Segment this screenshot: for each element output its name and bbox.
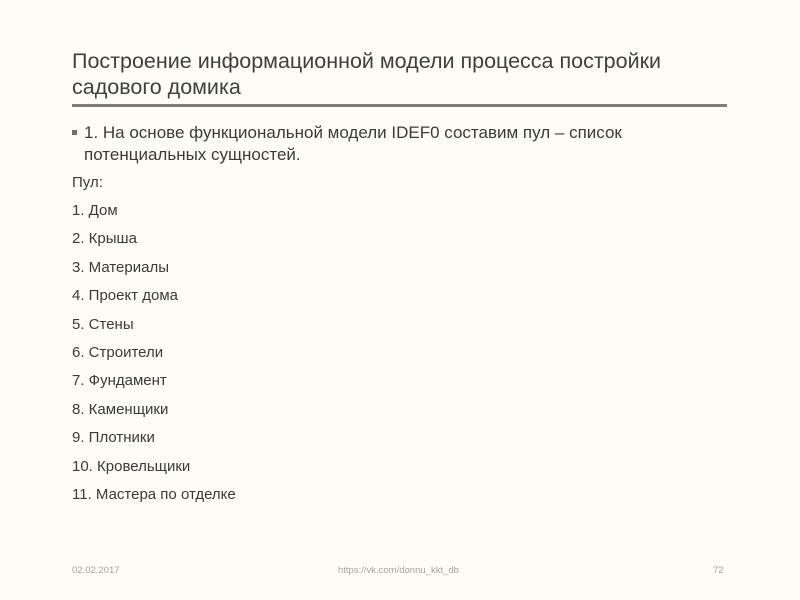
list-item: 7. Фундамент	[72, 372, 167, 390]
list-item: 11. Мастера по отделке	[72, 485, 236, 503]
list-item: 9. Плотники	[72, 429, 155, 447]
pool-label: Пул:	[72, 174, 103, 191]
footer-page-number: 72	[713, 565, 724, 576]
title-divider	[72, 104, 727, 107]
list-item: 2. Крыша	[72, 230, 137, 248]
square-bullet-icon	[72, 130, 77, 135]
list-item: 8. Каменщики	[72, 400, 169, 418]
list-item: 3. Материалы	[72, 258, 169, 276]
list-item: 10. Кровельщики	[72, 457, 191, 475]
list-item: 4. Проект дома	[72, 287, 179, 305]
footer-url: https://vk.com/donnu_kkt_db	[338, 565, 459, 576]
bullet-item	[72, 122, 732, 166]
slide-title: Построение информационной модели процесса постройки садового домика	[72, 49, 662, 99]
bullet-text: 1. На основе функциональной модели IDEF0 составим пул – список потенциальных сущностей.	[84, 123, 622, 164]
pool-list	[72, 202, 236, 514]
list-item: 6. Строители	[72, 343, 164, 361]
list-item: 1. Дом	[72, 202, 118, 219]
list-item: 5. Стены	[72, 315, 134, 333]
footer-date: 02.02.2017	[72, 565, 120, 576]
